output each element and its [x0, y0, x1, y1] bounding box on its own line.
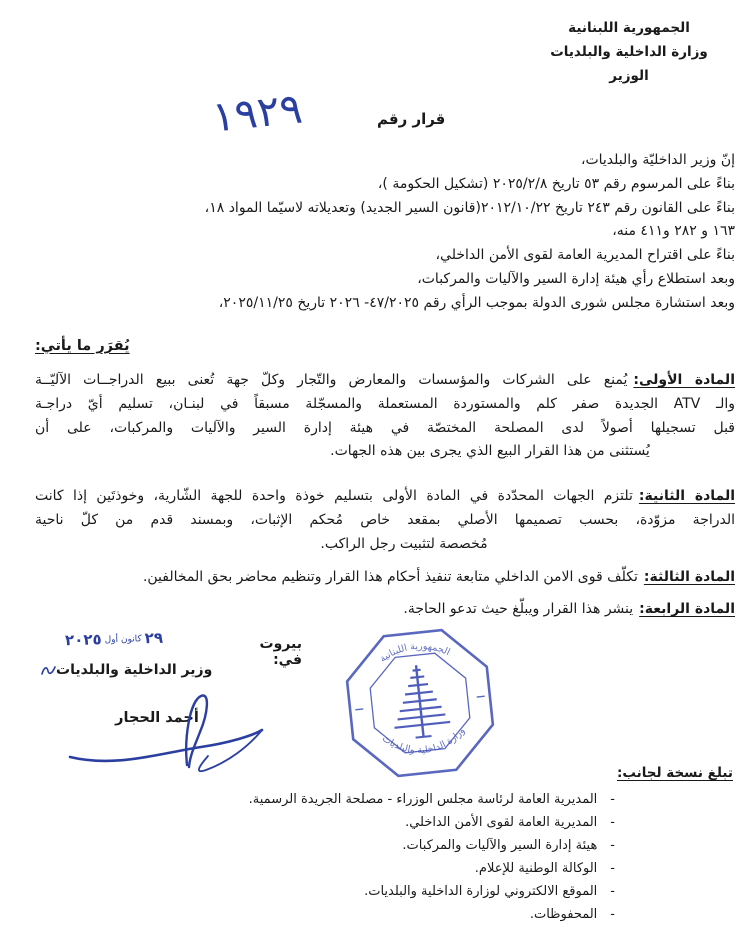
cedar-tree-icon: [388, 662, 451, 739]
article-4-title: المادة الرابعة:: [639, 601, 735, 617]
stamp-ink-mark: [41, 664, 56, 677]
letterhead-minister: الوزير: [609, 68, 649, 84]
distribution-heading: تبلغ نسخة لجانب:: [616, 765, 733, 781]
stamp-day: ٢٩: [144, 628, 164, 648]
article-2-text: الدراجة مزوّدة، بحسب تصميمها الأصلي بمقعد خاص مُحكم الإثبات، وبمسند قدم من كلّ ناحية: [35, 511, 735, 528]
letterhead-republic: الجمهورية اللبنانية: [568, 20, 690, 36]
distribution-item: -المديرية العامة لرئاسة مجلس الوزراء - مصلحة الجريدة الرسمية.: [248, 792, 615, 807]
stamp-month: كانون أول: [104, 634, 142, 646]
preamble-line: بناءً على اقتراح المديرية العامة لقوى الأمن الداخلي،: [435, 247, 735, 264]
preamble-line: ١٦٣ و ٢٨٢ و٤١١ منه،: [612, 223, 735, 240]
preamble-line: وبعد استشارة مجلس شورى الدولة بموجب الرأي رقم ٤٧/٢٠٢٥- ٢٠٢٦ تاريخ ٢٠٢٥/١١/٢٥،: [218, 294, 735, 311]
signer-title: وزير الداخلية والبلديات: [40, 662, 232, 678]
preamble-line: إنّ وزير الداخليّة والبلديات،: [580, 152, 735, 168]
distribution-item: -الوكالة الوطنية للإعلام.: [474, 861, 615, 876]
decree-number-handwritten: ١٩٢٩: [209, 83, 305, 142]
letterhead: [540, 16, 718, 88]
article-1-text: يُمنع على الشركات والمؤسسات والمعارض والتّجار وكلّ جهة تُعنى ببيع الدراجــات الآليّــة: [35, 372, 628, 388]
article-2-text: تلتزم الجهات المحدّدة في المادة الأولى بتسليم خوذة واحدة للجهة الشّارية، وخوذتَين إذا كانت: [35, 488, 633, 504]
stamp-year: ٢٠٢٥: [64, 630, 102, 650]
minister-signature: [56, 687, 270, 783]
letterhead-ministry: وزارة الداخلية والبلديات: [550, 44, 708, 60]
resolution-heading: يُقرَر ما يأتي:: [35, 338, 130, 354]
preamble-line: بناءً على القانون رقم ٢٤٣ تاريخ ٢٠١٢/١٠/٢٢(قانون السير الجديد) وتعديلاته لاسيّما المواد ١٨،: [204, 199, 735, 216]
preamble: [35, 149, 735, 316]
article-3: [35, 566, 735, 590]
article-1-title: المادة الأولى:: [633, 372, 735, 388]
article-3-text: تكلّف قوى الامن الداخلي متابعة تنفيذ أحكام هذا القرار وتنظيم محاضر بحق المخالفين.: [142, 569, 638, 585]
signer-name: أحمد الحجار: [115, 710, 199, 726]
article-1-text: قبل تسجيلها أصولاً لدى المصلحة المختصّة في هيئة إدارة السير والآليات والمركبات، على أن: [35, 419, 735, 436]
article-4: [35, 598, 735, 622]
svg-text:وزارة الداخلية والبلديات: [379, 725, 469, 761]
svg-text:الجمهورية اللبنانية: [377, 637, 453, 665]
article-1: [35, 369, 735, 464]
ministry-seal: [326, 616, 513, 789]
distribution-list: [249, 788, 615, 926]
distribution-item: -هيئة إدارة السير والآليات والمركبات.: [402, 838, 615, 853]
distribution-item: -الموقع الالكتروني لوزارة الداخلية والبلديات.: [364, 884, 615, 899]
seal-top-text: الجمهورية اللبنانية: [377, 640, 452, 665]
seal-bottom-text: وزارة الداخلية والبلديات: [379, 725, 468, 757]
article-2: [35, 485, 735, 556]
article-1-text: يُستثنى من هذا القرار البيع الذي يجرى بين هذه الجهات.: [330, 443, 650, 460]
date-stamp: [48, 627, 180, 649]
article-4-text: ينشر هذا القرار ويبلّغ حيث تدعو الحاجة.: [403, 601, 634, 617]
decree-number-label: قرار رقم: [377, 110, 446, 128]
article-2-text: مُخصصة لتثبيت رجل الراكب.: [320, 535, 488, 552]
article-2-title: المادة الثانية:: [638, 488, 736, 504]
article-1-text: والـ ATV الجديدة صفر كلم والمستوردة المستعملة والمسجّلة مسبقاً في لبنـان، تسليم أيّ دراجـة: [35, 395, 736, 412]
preamble-line: بناءً على المرسوم رقم ٥٣ تاريخ ٢٠٢٥/٢/٨ (تشكيل الحكومة )،: [377, 175, 735, 192]
preamble-line: وبعد استطلاع رأي هيئة إدارة السير والآليات والمركبات،: [417, 270, 735, 287]
place-date-label: بيروت في:: [259, 636, 302, 668]
article-3-title: المادة الثالثة:: [643, 569, 735, 585]
distribution-item: -المحفوظات.: [529, 907, 615, 922]
distribution-item: -المديرية العامة لقوى الأمن الداخلي.: [405, 815, 615, 830]
